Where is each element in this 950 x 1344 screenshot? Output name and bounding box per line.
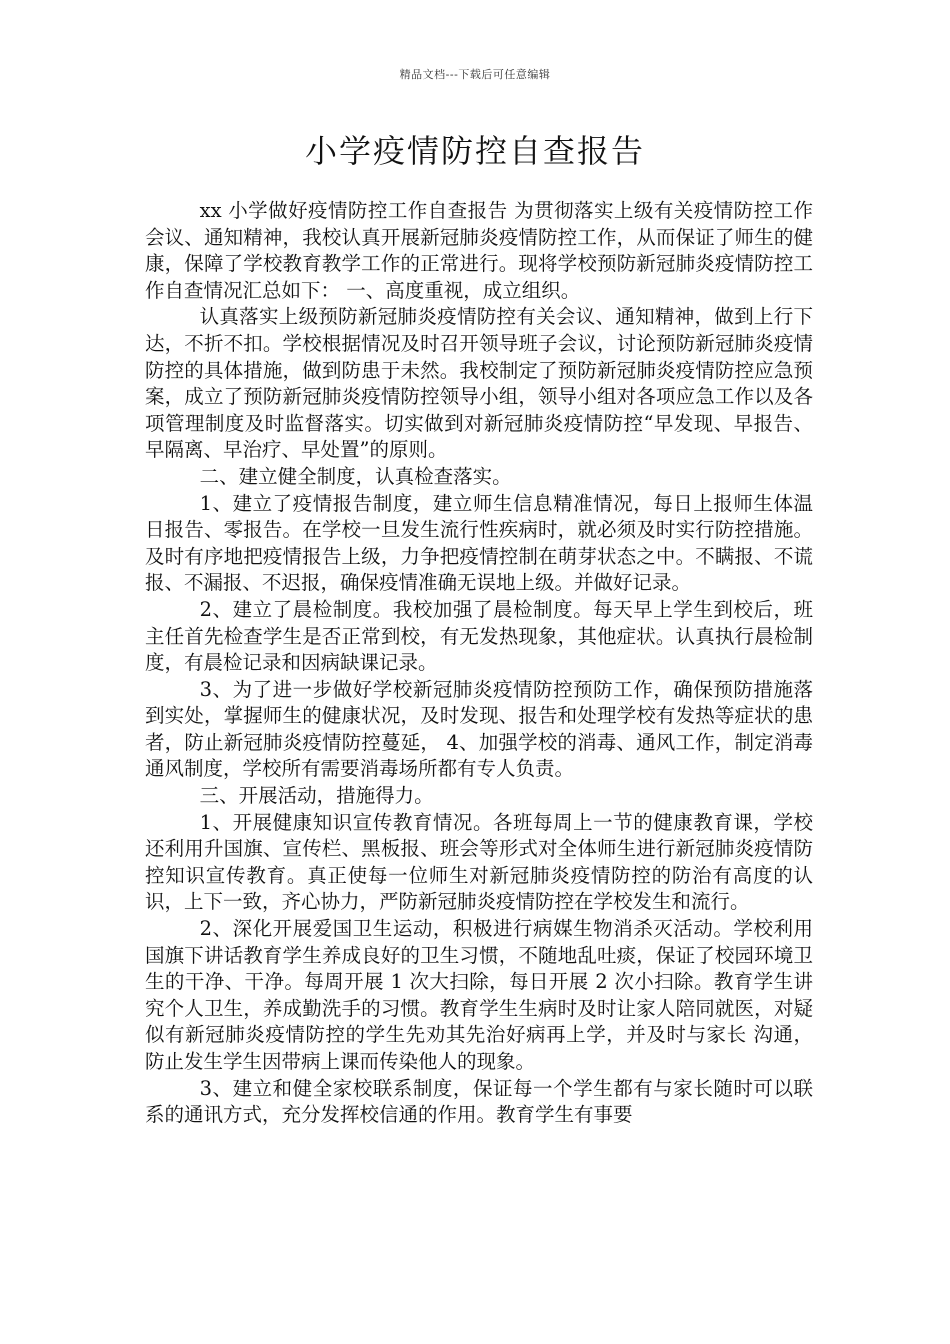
header-note: 精品文档---下载后可任意编辑: [399, 68, 551, 81]
paragraph-intro: xx 小学做好疫情防控工作自查报告 为贯彻落实上级有关疫情防控工作会议、通知精神，我校认真开展新冠肺炎疫情防控工作，从而保证了师生的健康，保障了学校教育教学工作的正常进行。现将学校预防新冠肺炎疫情防控工作自查情况汇总如下： 一、高度重视，成立组织。: [145, 199, 813, 302]
document-body: [145, 198, 813, 1129]
paragraph-report-system: 1、建立了疫情报告制度，建立师生信息精准情况，每日上报师生体温日报告、零报告。在学校一旦发生流行性疾病时，就必须及时实行防控措施。及时有序地把疫情报告上级，力争把疫情控制在萌芽状态之中。不瞒报、不谎报、不漏报、不迟报，确保疫情准确无误地上级。并做好记录。: [145, 491, 813, 595]
paragraph-health-education: 1、开展健康知识宣传教育情况。各班每周上一节的健康教育课，学校还利用升国旗、宣传栏、黑板报、班会等形式对全体师生进行新冠肺炎疫情防控知识宣传教育。真正使每一位师生对新冠肺炎疫情防控的防治有高度的认识，上下一致，齐心协力，严防新冠肺炎疫情防控在学校发生和流行。: [145, 810, 813, 914]
paragraph-home-school: 3、建立和健全家校联系制度，保证每一个学生都有与家长随时可以联系的通讯方式，充分发挥校信通的作用。教育学生有事要: [145, 1076, 813, 1127]
paragraph-prevention: 3、为了进一步做好学校新冠肺炎疫情防控预防工作，确保预防措施落到实处，掌握师生的健康状况，及时发现、报告和处理学校有发热等症状的患者，防止新冠肺炎疫情防控蔓延， 4、加强学校的消毒、通风工作，制定消毒通风制度，学校所有需要消毒场所都有专人负责。: [145, 677, 813, 781]
paragraph-implementation: 认真落实上级预防新冠肺炎疫情防控有关会议、通知精神，做到上行下达，不折不扣。学校根据情况及时召开领导班子会议，讨论预防新冠肺炎疫情防控的具体措施，做到防患于未然。我校制定了预防新冠肺炎疫情防控应急预案，成立了预防新冠肺炎疫情防控领导小组，领导小组对各项应急工作以及各项管理制度及时监督落实。切实做到对新冠肺炎疫情防控“早发现、早报告、早隔离、早治疗、早处置”的原则。: [145, 305, 813, 462]
paragraph-hygiene-campaign: 2、深化开展爱国卫生运动，积极进行病媒生物消杀灭活动。学校利用国旗下讲话教育学生养成良好的卫生习惯，不随地乱吐痰，保证了校园环境卫生的干净、干净。每周开展 1 次大扫除，每日开展 2 次小扫除。教育学生讲究个人卫生，养成勤洗手的习惯。教育学生生病时及时让家人陪同就医，对疑似有新冠肺炎疫情防控的学生先劝其先治好病再上学，并及时与家长 沟通，防止发生学生因带病上课而传染他人的现象。: [145, 917, 813, 1073]
paragraph-morning-check: 2、建立了晨检制度。我校加强了晨检制度。每天早上学生到校后，班主任首先检查学生是否正常到校，有无发热现象，其他症状。认真执行晨检制度，有晨检记录和因病缺课记录。: [145, 597, 813, 675]
section-heading-3: 三、开展活动，措施得力。: [199, 784, 434, 808]
section-heading-2: 二、建立健全制度，认真检查落实。: [199, 464, 512, 488]
document-title: 小学疫情防控自查报告: [304, 132, 645, 170]
